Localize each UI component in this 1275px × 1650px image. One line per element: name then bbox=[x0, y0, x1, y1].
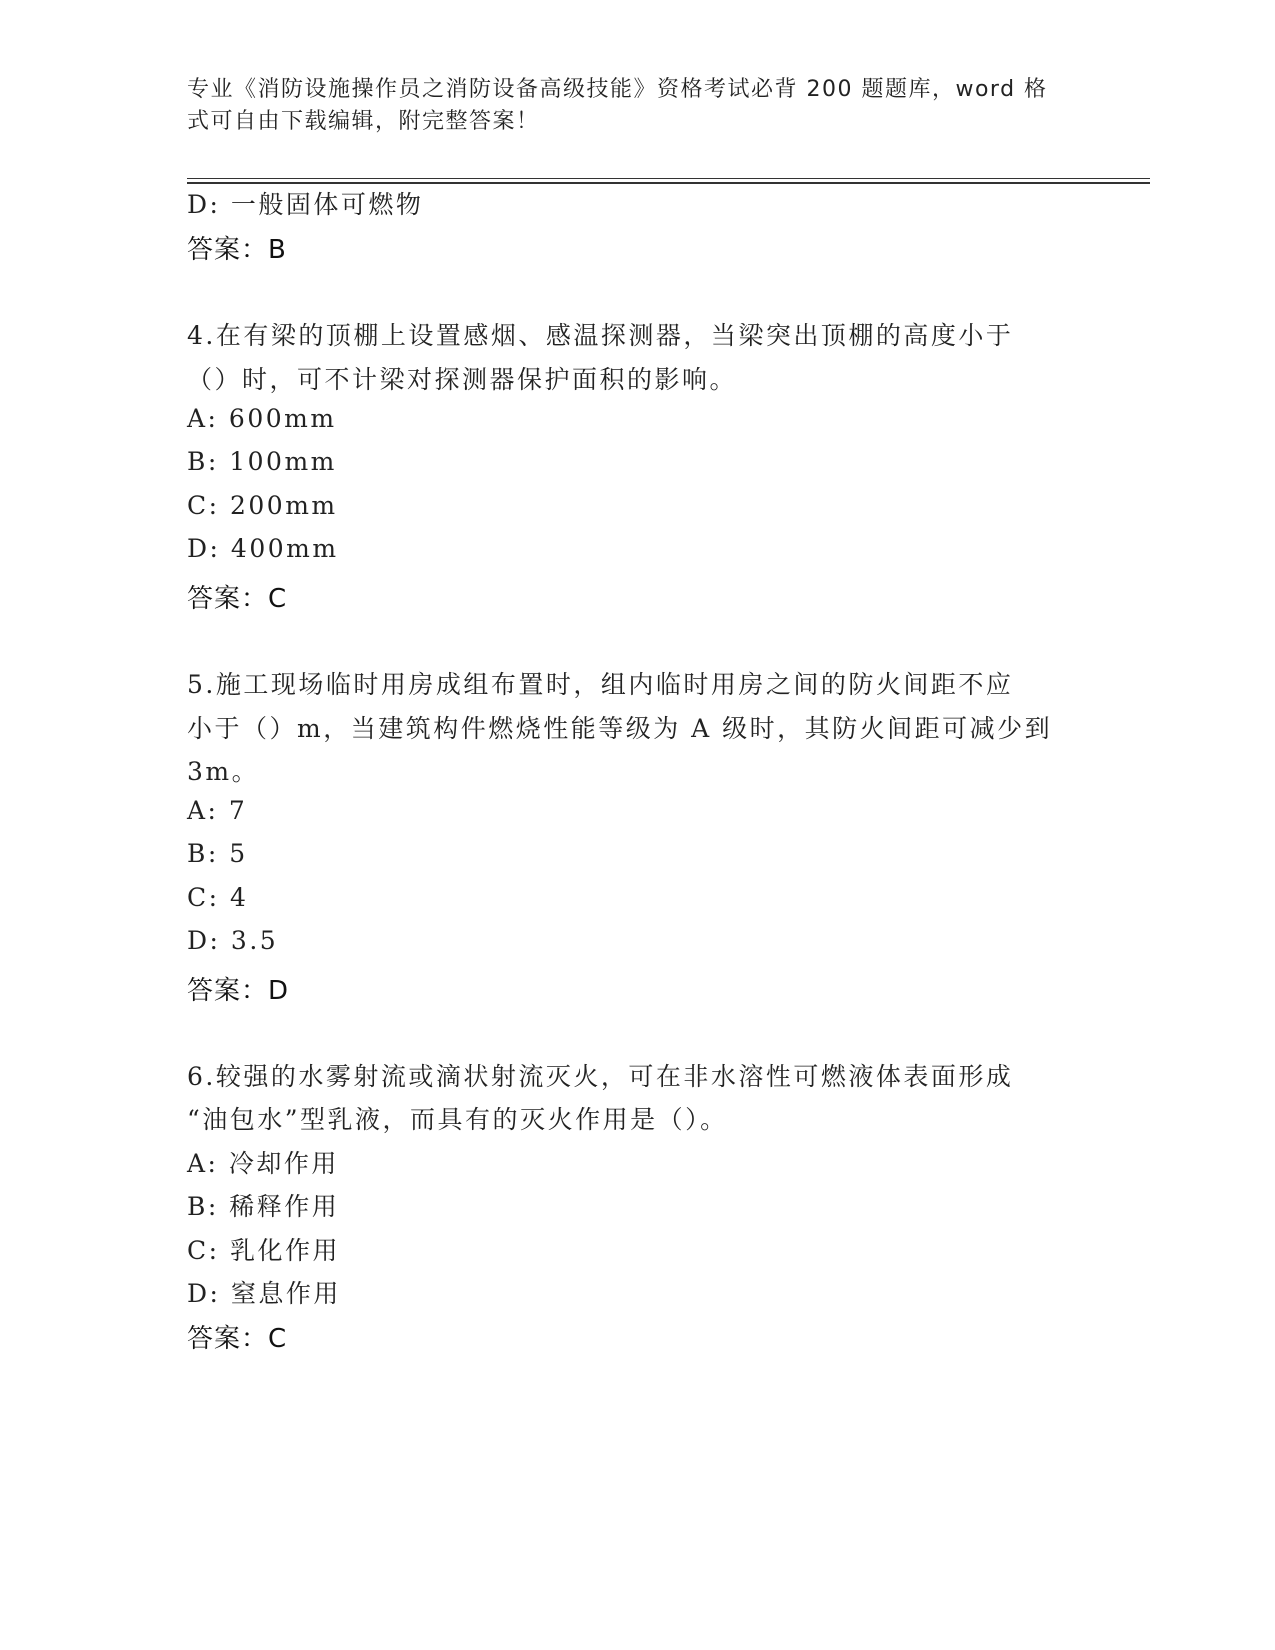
q6-answer: 答案：C bbox=[187, 1324, 288, 1354]
q6-stem-line-1: 6.较强的水雾射流或滴状射流灭火，可在非水溶性可燃液体表面形成 bbox=[187, 1062, 1014, 1091]
q4-option-a: A: 600mm bbox=[187, 404, 337, 433]
header-divider-thick bbox=[187, 182, 1150, 184]
q6-option-a: A: 冷却作用 bbox=[187, 1149, 339, 1178]
q6-option-c: C: 乳化作用 bbox=[187, 1236, 340, 1265]
q4-option-d: D: 400mm bbox=[187, 534, 339, 563]
q5-option-d: D: 3.5 bbox=[187, 926, 279, 955]
q6-stem-line-2: “油包水”型乳液，而具有的灭火作用是（）。 bbox=[187, 1105, 728, 1134]
q4-option-c: C: 200mm bbox=[187, 491, 338, 520]
q5-option-a: A: 7 bbox=[187, 796, 248, 825]
prev-option-d: D: 一般固体可燃物 bbox=[187, 190, 424, 219]
q6-option-d: D: 窒息作用 bbox=[187, 1279, 341, 1308]
document-header bbox=[187, 74, 1067, 138]
q5-answer: 答案：D bbox=[187, 976, 290, 1006]
q5-option-b: B: 5 bbox=[187, 839, 248, 868]
q5-stem-line-2: 小于（）m，当建筑构件燃烧性能等级为 A 级时，其防火间距可减少到 bbox=[187, 714, 1053, 743]
q5-stem-line-1: 5.施工现场临时用房成组布置时，组内临时用房之间的防火间距不应 bbox=[187, 670, 1014, 699]
q4-stem-line-2: （）时，可不计梁对探测器保护面积的影响。 bbox=[187, 365, 738, 394]
q4-option-b: B: 100mm bbox=[187, 447, 337, 476]
q5-stem-line-3: 3m。 bbox=[187, 757, 260, 786]
header-line-2: 式可自由下载编辑，附完整答案！ bbox=[187, 109, 540, 134]
header-divider-thin bbox=[187, 178, 1150, 179]
header-line-1: 专业《消防设施操作员之消防设备高级技能》资格考试必背 200 题题库，word 格 bbox=[187, 77, 1048, 102]
q4-answer: 答案：C bbox=[187, 584, 288, 614]
q5-option-c: C: 4 bbox=[187, 883, 249, 912]
q4-stem-line-1: 4.在有梁的顶棚上设置感烟、感温探测器，当梁突出顶棚的高度小于 bbox=[187, 321, 1014, 350]
q6-option-b: B: 稀释作用 bbox=[187, 1192, 340, 1221]
prev-answer: 答案：B bbox=[187, 235, 287, 265]
